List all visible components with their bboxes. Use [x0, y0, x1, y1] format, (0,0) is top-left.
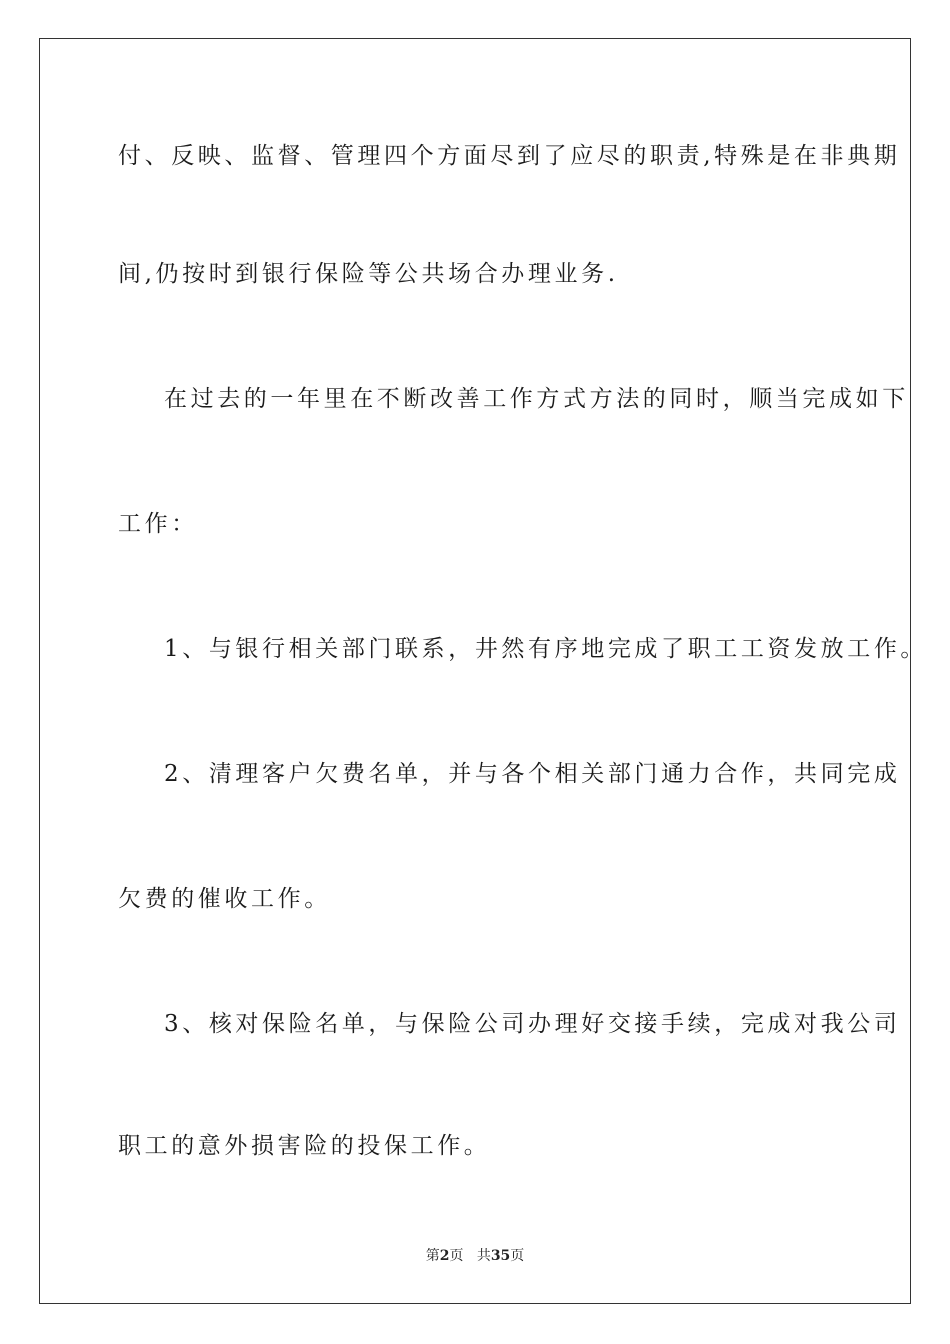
paragraph-line: 工作：	[118, 511, 198, 537]
paragraph-line: 职工的意外损害险的投保工作。	[118, 1133, 491, 1159]
page-border	[39, 38, 928, 1304]
page-number: 2	[439, 1248, 450, 1264]
paragraph-line: 付、反映、监督、管理四个方面尽到了应尽的职责,特殊是在非典期	[118, 143, 901, 169]
page-footer	[0, 1247, 950, 1265]
list-item-1: 1、与银行相关部门联系，井然有序地完成了职工工资发放工作。	[164, 636, 928, 662]
total-label-suffix: 页	[510, 1248, 525, 1264]
page-label-prefix: 第	[425, 1248, 440, 1264]
total-pages: 35	[490, 1248, 511, 1264]
paragraph-line: 欠费的催收工作。	[118, 886, 331, 912]
page-label-suffix: 页	[449, 1248, 464, 1264]
list-item-3: 3、核对保险名单，与保险公司办理好交接手续，完成对我公司	[164, 1011, 901, 1037]
paragraph-line: 在过去的一年里在不断改善工作方式方法的同时，顺当完成如下	[164, 386, 909, 412]
list-item-2: 2、清理客户欠费名单，并与各个相关部门通力合作，共同完成	[164, 761, 901, 787]
paragraph-line: 间,仍按时到银行保险等公共场合办理业务.	[118, 261, 619, 287]
total-label-prefix: 共	[476, 1248, 491, 1264]
